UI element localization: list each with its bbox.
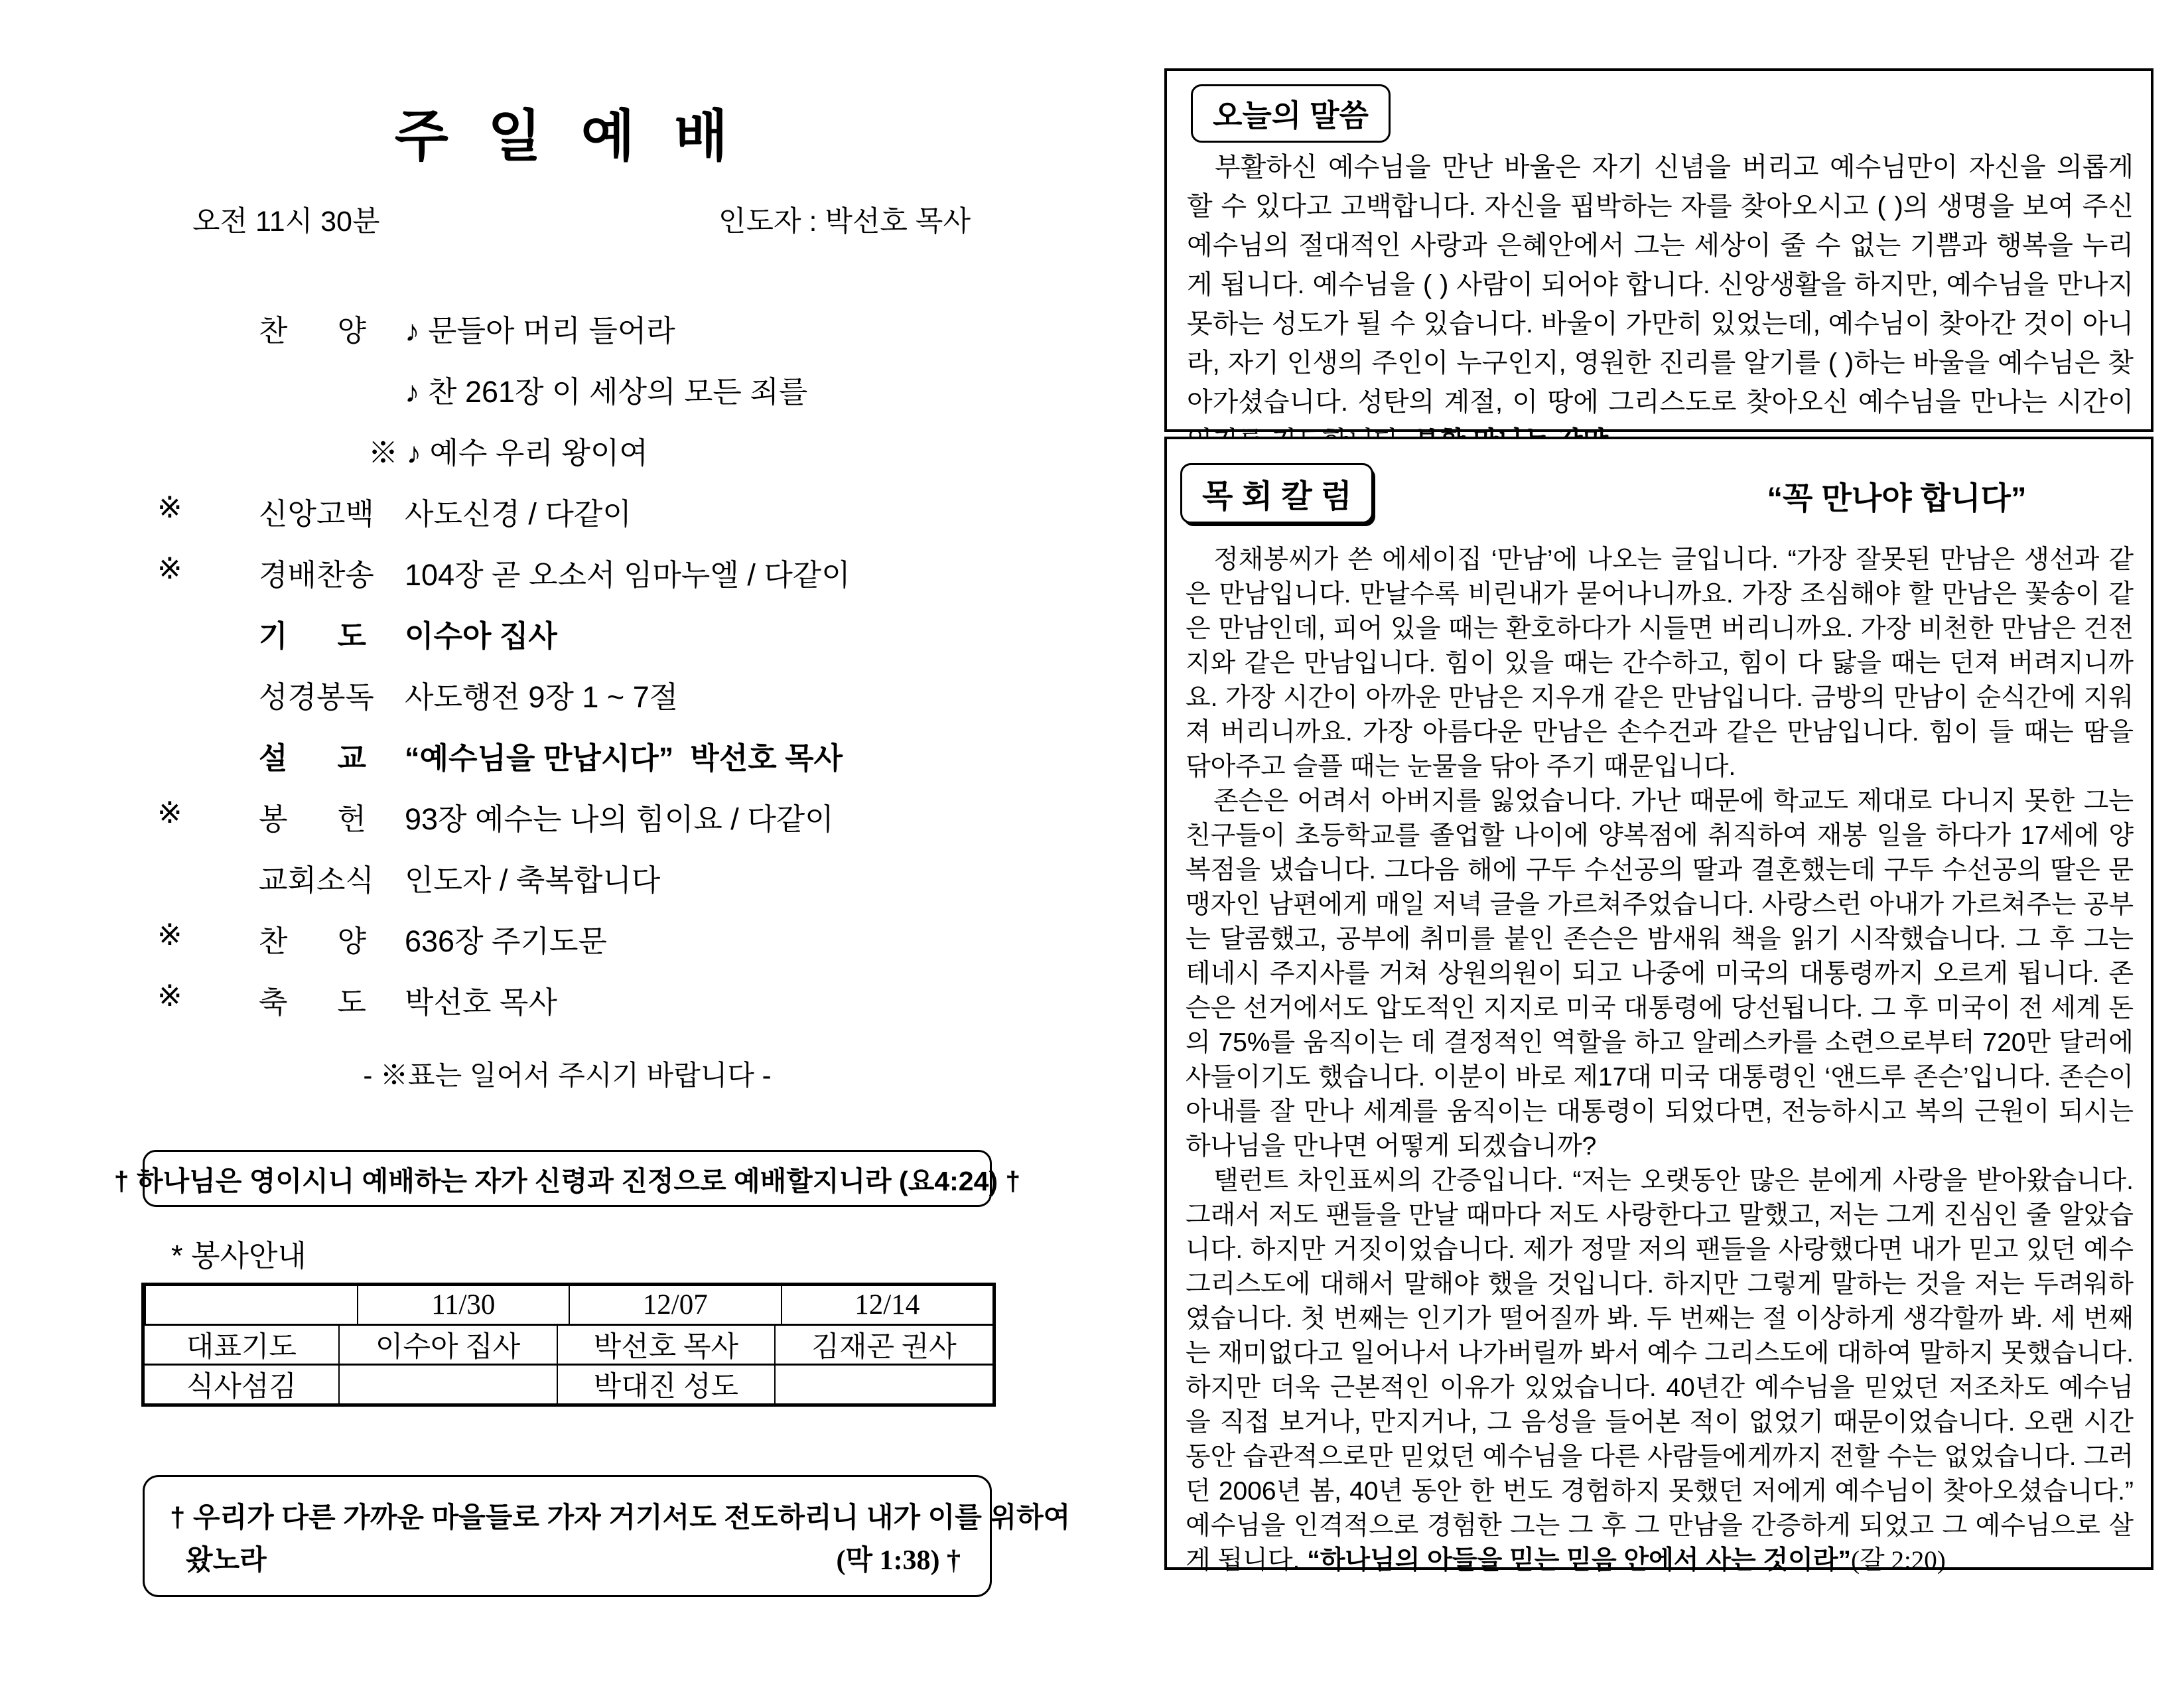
service-time: 오전 11시 30분 [192, 206, 380, 238]
standing-mark: ※ [157, 796, 182, 829]
order-item-value: 박선호 목사 [405, 985, 557, 1019]
worship-order-list [143, 293, 992, 1026]
worship-order-row [143, 293, 992, 354]
order-item-label: 성경봉독 [259, 680, 374, 714]
standing-mark: ※ [157, 490, 182, 524]
standing-note: - ※표는 일어서 주시기 바랍니다 - [363, 1060, 772, 1091]
worship-order-row [143, 660, 992, 721]
table-cell-1214: 김재곤 권사 [774, 1326, 992, 1364]
pastoral-column-body [1186, 543, 2134, 1578]
table-header-row [145, 1286, 992, 1324]
standing-mark: ※ [157, 918, 182, 952]
order-item-label: 경배찬송 [259, 558, 374, 592]
table-cell-1207: 박선호 목사 [557, 1326, 775, 1364]
pastoral-column-heading: 목 회 칼 럼 [1180, 463, 1373, 524]
todays-word-box [1164, 68, 2153, 432]
order-item-value: 인도자 / 축복합니다 [405, 863, 661, 897]
table-row [145, 1324, 992, 1364]
pastoral-column-box [1164, 437, 2153, 1575]
standing-mark: ※ [157, 979, 182, 1013]
worship-order-row [143, 782, 992, 843]
worship-order-row [143, 843, 992, 904]
service-info-row [143, 199, 992, 239]
worship-order-row [143, 904, 992, 965]
worship-order-row [143, 476, 992, 537]
pastoral-column-title: “꼭 만나야 합니다” [1767, 480, 2027, 516]
todays-word-body [1187, 148, 2134, 461]
worship-order-row [143, 415, 992, 476]
mission-verse-ref: (막 1:38) † [836, 1545, 961, 1576]
paragraph: 존슨은 어려서 아버지를 잃었습니다. 가난 때문에 학교도 제대로 다니지 못한 그는 친구들이 초등학교를 졸업할 나이에 양복점에 취직하여 재봉 일을 하다가 17세에 양복점을 냈습니다. 그다음 해에 구두 수선공의 딸과 결혼했는데 구두 수선공의 딸은 문맹자인 남편에게 매일 저녁 글을 가르쳐주었습니다. 사랑스런 아내가 가르쳐주는 공부는 달콤했고, 공부에 취미를 붙인 존슨은 밤새워 책을 읽기 시작했습니다. 그 후 그는 테네시 주지사를 거쳐 상원의원이 되고 나중에 미국의 대통령까지 오르게 됩니다. 존슨은 선거에서도 압도적인 지지로 미국 대통령에 당선됩니다. 그 후 미국이 전 세계 돈의 75%를 움직이는 데 결정적인 역할을 하고 알레스카를 소련으로부터 720만 달러에 사들이기도 했습니다. 이분이 바로 제17대 미국 대통령인 ‘앤드루 존슨’입니다. 존슨이 아내를 잘 만나 세계를 움직이는 대통령이 되었다면, 전능하시고 복의 근원이 되시는 하나님을 만나면 어떻게 되겠습니까? [1186, 787, 2134, 1161]
order-item-value: ♪ 문들아 머리 들어라 [405, 314, 675, 348]
table-cell-1130: 이수아 집사 [338, 1326, 557, 1364]
table-body [145, 1324, 992, 1403]
order-item-label: 찬 양 [259, 314, 366, 348]
service-leader: 인도자 : 박선호 목사 [718, 206, 971, 238]
worship-order-row [143, 354, 992, 415]
order-item-value: “예수님을 만납시다” 박선호 목사 [405, 741, 843, 775]
table-header-cell: 11/30 [357, 1286, 569, 1324]
order-item-value: 사도행전 9장 1 ~ 7절 [405, 680, 679, 714]
order-item-value: ※ ♪ 예수 우리 왕이여 [368, 436, 648, 470]
mission-verse-line2: 왔노라 [186, 1544, 267, 1575]
paragraph: 정채봉씨가 쓴 에세이집 ‘만남’에 나오는 글입니다. “가장 잘못된 만남은 생선과 같은 만남입니다. 만날수록 비린내가 묻어나니까요. 가장 조심해야 할 만남은 꽃송이 같은 만남인데, 피어 있을 때는 환호하다가 시들면 버리니까요. 가장 비천한 만남은 건전지와 같은 만남입니다. 힘이 있을 때는 간수하고, 힘이 다 닳을 때는 던져 버려지니까요. 가장 시간이 아까운 만남은 지우개 같은 만남입니다. 금방의 만남이 순식간에 지워져 버리니까요. 가장 아름다운 만남은 손수건과 같은 만남입니다. 힘이 들 때는 땀을 닦아주고 슬플 때는 눈물을 닦아 주기 때문입니다. [1186, 545, 2134, 781]
standing-mark: ※ [157, 551, 182, 585]
service-schedule-table [141, 1283, 996, 1407]
mission-verse-line1: † 우리가 다른 가까운 마을들로 가자 거기서도 전도하리니 내가 이를 위하여 [170, 1502, 1071, 1533]
table-row [145, 1364, 992, 1403]
order-item-value: 사도신경 / 다같이 [405, 497, 632, 531]
table-cell-1214 [774, 1366, 992, 1403]
table-header-cell: 12/14 [781, 1286, 993, 1324]
todays-word-heading: 오늘의 말씀 [1191, 84, 1391, 143]
table-cell-1130 [338, 1366, 557, 1403]
order-item-label: 찬 양 [259, 924, 366, 958]
order-item-label: 기 도 [259, 619, 366, 653]
worship-order-row [143, 965, 992, 1026]
table-header-cell [145, 1286, 357, 1324]
order-item-value: 이수아 집사 [405, 619, 557, 653]
order-item-value: 93장 예수는 나의 힘이요 / 다같이 [405, 802, 834, 836]
order-item-value: ♪ 찬 261장 이 세상의 모든 죄를 [405, 375, 808, 409]
order-item-label: 봉 헌 [259, 802, 366, 836]
page-title: 주 일 예 배 [394, 105, 740, 167]
worship-order-row [143, 721, 992, 782]
order-item-value: 104장 곧 오소서 임마누엘 / 다같이 [405, 558, 851, 592]
table-cell-1207: 박대진 성도 [557, 1366, 775, 1403]
worship-order-row [143, 537, 992, 599]
worship-verse-box [113, 1150, 1021, 1207]
worship-verse-text: † 하나님은 영이시니 예배하는 자가 신령과 진정으로 예배할지니라 (요4:24) † [113, 1165, 1021, 1196]
table-header-cell: 12/07 [569, 1286, 781, 1324]
table-cell-duty: 대표기도 [186, 1332, 297, 1363]
service-guide-title: * 봉사안내 [171, 1239, 307, 1273]
order-item-label: 신앙고백 [259, 497, 374, 531]
order-item-label: 축 도 [259, 985, 366, 1019]
order-item-value: 636장 주기도문 [405, 924, 607, 958]
order-item-label: 교회소식 [259, 863, 374, 897]
mission-verse-box [143, 1475, 1071, 1597]
paragraph: 탤런트 차인표씨의 간증입니다. “저는 오랫동안 많은 분에게 사랑을 받아왔습니다. 그래서 저도 팬들을 만날 때마다 저도 사랑한다고 말했고, 저는 그게 진심인 줄 알았습니다. 하지만 거짓이었습니다. 제가 정말 저의 팬들을 사랑했다면 내가 믿고 있던 예수 그리스도에 대해서 말해야 했을 것입니다. 하지만 그렇게 말하는 것을 저는 두려워하였습니다. 첫 번째는 인기가 떨어질까 봐. 두 번째는 절 이상하게 생각할까 봐. 세 번째는 재미없다고 일어나서 나가버릴까 봐서 예수 그리스도에 대하여 말하지 못했습니다. 하지만 더욱 근본적인 이유가 있었습니다. 40년간 예수님을 믿었던 저조차도 예수님을 직접 보거나, 만지거나, 그 음성을 들어본 적이 없었기 때문이었습니다. 오랜 시간 동안 습관적으로만 믿었던 예수님을 다른 사람들에게까지 전할 수는 없었습니다. 그러던 2006년 봄, 40년 동안 한 번도 경험하지 못했던 저에게 예수님이 찾아오셨습니다.” 예수님을 인격적으로 경험한 그는 그 후 그 만남을 간증하게 되었고 그 예수님으로 살게 됩니다. “하나님의 아들을 믿는 믿음 안에서 사는 것이라”(갈 2:20) [1186, 1166, 2134, 1575]
paragraph: 부활하신 예수님을 만난 바울은 자기 신념을 버리고 예수님만이 자신을 의롭게 할 수 있다고 고백합니다. 자신을 핍박하는 자를 찾아오시고 ( )의 생명을 보여 주신 예수님의 절대적인 사랑과 은혜안에서 그는 세상이 줄 수 없는 기쁨과 행복을 누리게 됩니다. 예수님을 ( ) 사람이 되어야 합니다. 신앙생활을 하지만, 예수님을 만나지 못하는 성도가 될 수 있습니다. 바울이 가만히 있었는데, 예수님이 찾아간 것이 아니라, 자기 인생의 주인이 누구인지, 영원한 진리를 알기를 ( )하는 바울을 예수님은 찾아가셨습니다. 성탄의 계절, 이 땅에 그리스도로 찾아오신 예수님을 만나는 시간이 [1187, 153, 2134, 417]
worship-order-row [143, 599, 992, 660]
table-cell-duty: 식사섬김 [186, 1372, 297, 1403]
order-item-label: 설 교 [259, 741, 366, 775]
